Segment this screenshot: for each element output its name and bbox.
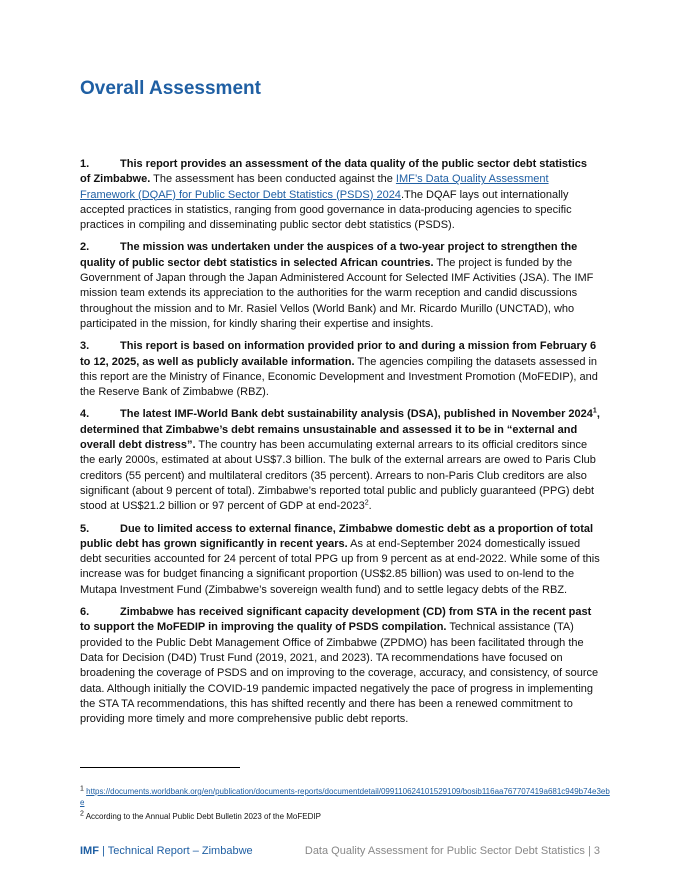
footnote-2: [80, 811, 610, 822]
paragraph-number: 4.: [80, 408, 90, 421]
worldbank-dsa-link[interactable]: https://documents.worldbank.org/en/publication/documents-reports/documentdetail/099110624101529109/bosib116aa767707419a681c949b74e3ebe: [80, 787, 610, 807]
page-footer: [80, 845, 600, 857]
paragraph-text: The country has been accumulating external arrears to its official creditors since the early 2000s, estimated at about US$7.3 billion. The bulk of the external arrears are owed to Paris Club creditors (55 percent) and multilateral creditors (35 percent). Arrears to non-Paris Club creditors are also significant (about 9 percent of total). Zimbabwe’s reported total public and publicly guaranteed (PPG) debt stood at US$21.2 billion or 97 percent of GDP at end-2023: [80, 439, 596, 513]
footnote-ref-1[interactable]: 1: [592, 407, 597, 415]
footer-report-name: Technical Report – Zimbabwe: [107, 845, 253, 857]
paragraph-number: 3.: [80, 340, 90, 353]
paragraph-3: [80, 339, 600, 400]
paragraph-4: [80, 407, 600, 514]
paragraph-1: [80, 157, 600, 233]
footer-separator: |: [98, 845, 108, 857]
paragraph-text: .The DQAF lays out internationally accepted practices in statistics, ranging from good governance in data-producing agencies to specific practices in compiling and disseminating public sector debt statistics (PSDS).: [80, 188, 572, 232]
footnote-1: [80, 786, 610, 808]
footnotes: [80, 786, 610, 825]
paragraph-lead: Zimbabwe has received significant capacity development (CD) from STA in the recent past to support the MoFEDIP in improving the quality of PSDS compilation.: [80, 606, 592, 634]
paragraph-text: The agencies compiling the datasets assessed in this report are the Ministry of Finance, Economic Development and Investment Promotion (MoFEDIP), and the Reserve Bank of Zimbabwe (RBZ).: [80, 355, 598, 399]
footer-org: IMF: [80, 845, 99, 857]
paragraph-lead: This report provides an assessment of the data quality of the public sector debt statistics of Zimbabwe.: [80, 158, 587, 186]
footnote-divider: [80, 767, 240, 768]
footnote-number: 1: [80, 785, 84, 793]
footer-doc-label: [305, 845, 600, 857]
paragraph-lead: The mission was undertaken under the auspices of a two-year project to strengthen the quality of public sector debt statistics in selected African countries.: [80, 241, 578, 269]
paragraph-lead-part: The latest IMF-World Bank debt sustainability analysis (DSA), published in November 2024: [120, 408, 593, 421]
footnote-number: 2: [80, 810, 84, 818]
dqaf-framework-link[interactable]: IMF’s Data Quality Assessment Framework (DQAF) for Public Sector Debt Statistics (PSDS) 2024: [80, 173, 549, 201]
footer-page-separator: |: [584, 845, 594, 857]
paragraph-number: 6.: [80, 606, 90, 619]
footnote-text: According to the Annual Public Debt Bulletin 2023 of the MoFEDIP: [85, 812, 321, 821]
paragraph-text: The project is funded by the Government of Japan through the Japan Administered Account for Selected IMF Activities (JSA). The IMF mission team extends its appreciation to the authorities for the warm reception and candid discussions throughout the mission and to Mr. Rasiel Vellos (World Bank) and Mr. Ricardo Murillo (UNCTAD), who participated in the mission, for kindly sharing their expertise and insights.: [80, 256, 594, 330]
paragraph-text: The assessment has been conducted against the: [150, 173, 396, 186]
footer-report-label: [80, 845, 253, 857]
footer-doc-title: Data Quality Assessment for Public Sector Debt Statistics: [304, 845, 585, 857]
paragraph-text-end: .: [368, 500, 372, 513]
paragraph-text: Technical assistance (TA) provided to the Public Debt Management Office of Zimbabwe (ZPDMO) has been facilitated through the Data for Decision (D4D) Trust Fund (2019, 2021, and 2023). TA recommendations have focused on broadening the coverage of PSDS and on improving to the coverage, accuracy, and consistency, of source data. Although initially the COVID-19 pandemic impacted negatively the pace of progress in implementing the STA TA recommendations, this has shifted recently and there has been a renewed commitment to providing more timely and more comprehensive public debt reports.: [80, 621, 599, 726]
paragraph-lead-part: , determined that Zimbabwe’s debt remains unsustainable and assessed it to be in “external and overall debt distress”.: [80, 408, 600, 452]
footnote-ref-2[interactable]: 2: [364, 499, 369, 507]
paragraph-number: 2.: [80, 241, 90, 254]
paragraph-2: [80, 240, 600, 332]
paragraph-5: [80, 522, 600, 598]
paragraph-6: [80, 605, 600, 727]
paragraph-number: 1.: [80, 158, 90, 170]
paragraph-lead: Due to limited access to external finance, Zimbabwe domestic debt as a proportion of total public debt has grown significantly in recent years.: [80, 522, 594, 550]
page-title: Overall Assessment: [80, 78, 261, 99]
page-number: 3: [593, 845, 600, 857]
report-body: [80, 157, 600, 734]
paragraph-lead: This report is based on information provided prior to and during a mission from February 6 to 12, 2025, as well as publicly available information.: [80, 340, 597, 368]
paragraph-text: As at end-September 2024 domestically issued debt securities accounted for 24 percent of total PPG up from 9 percent as at end-2022. While some of this increase was for budget financing a significant proportion (US$2.85 billion) was used to on-lend to the Mutapa Investment Fund (Zimbabwe’s sovereign wealth fund) and to settle legacy debts of the RBZ.: [80, 537, 600, 596]
paragraph-number: 5.: [80, 522, 90, 535]
